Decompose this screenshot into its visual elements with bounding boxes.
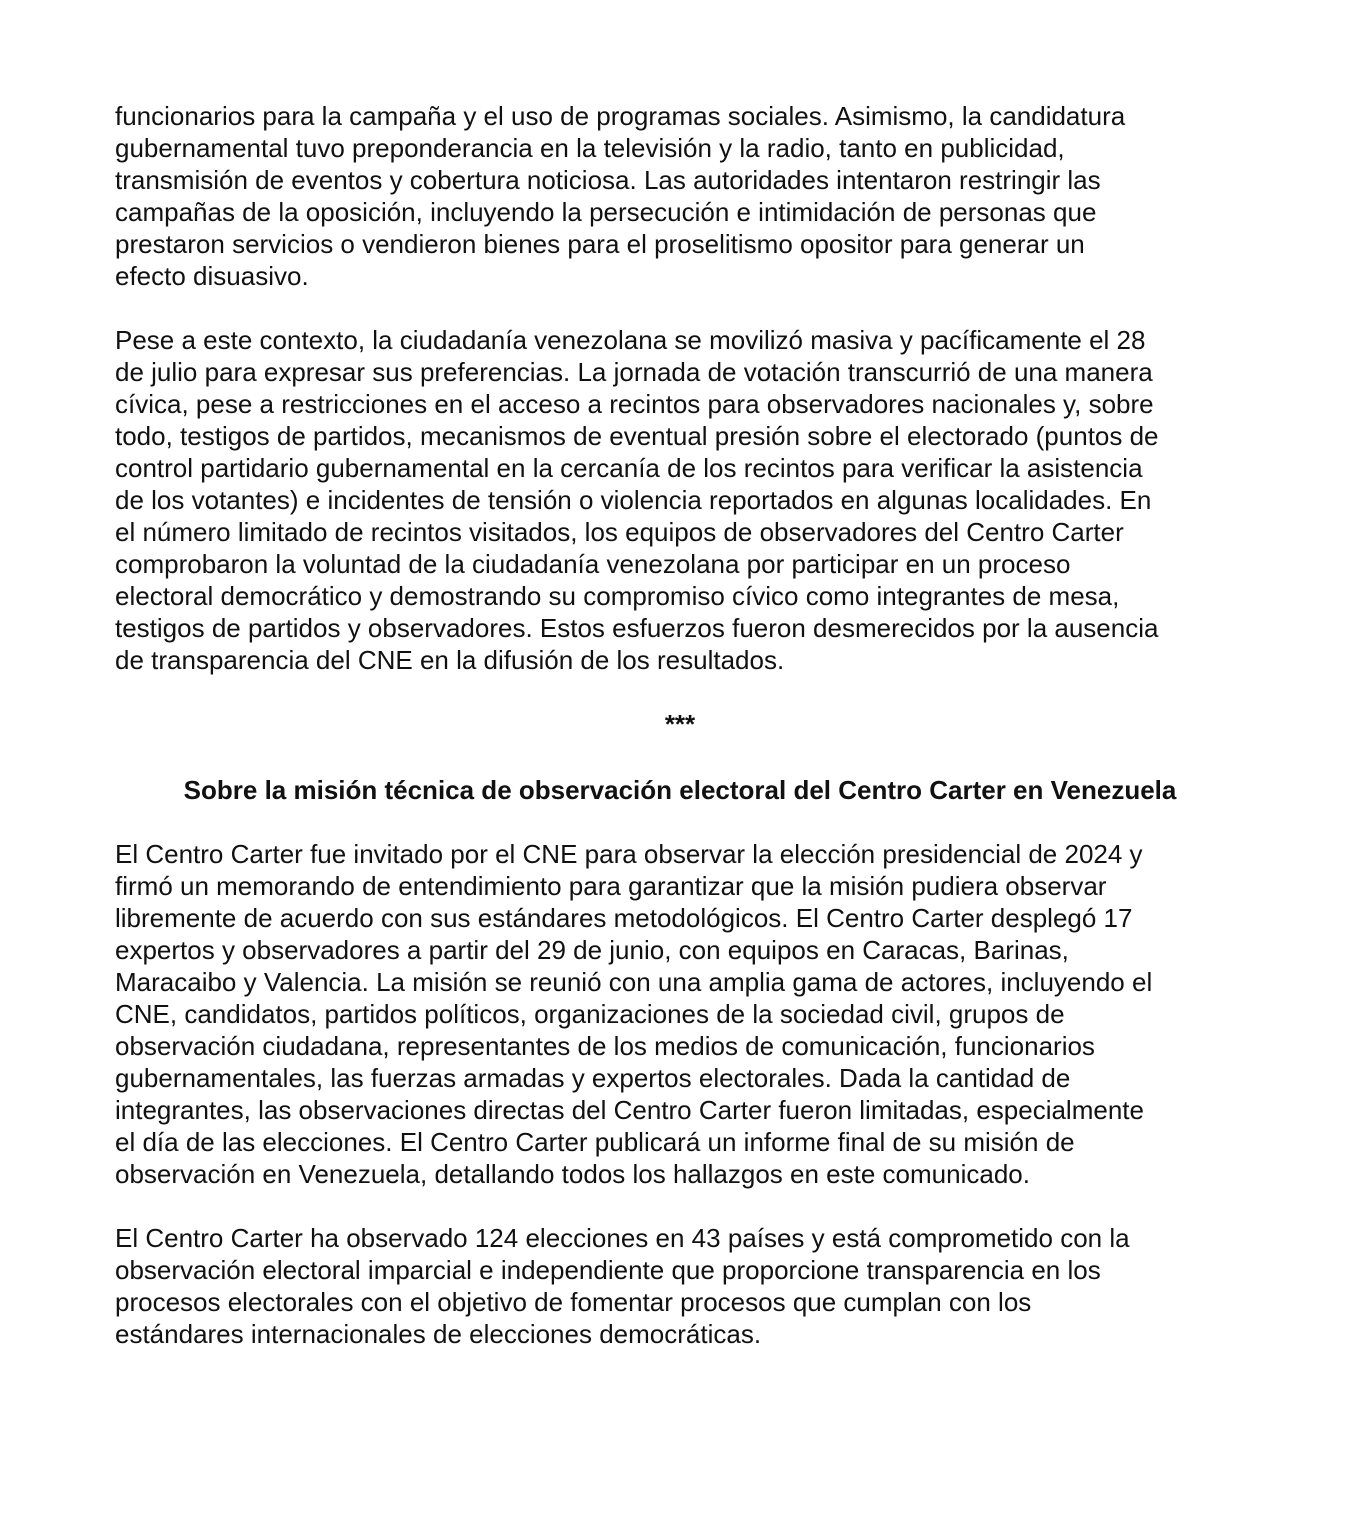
text-line: gubernamental tuvo preponderancia en la televisión y la radio, tanto en publicidad, — [115, 133, 1065, 163]
text-line: cívica, pese a restricciones en el acceso a recintos para observadores nacionales y, sobre — [115, 389, 1154, 419]
text-line: CNE, candidatos, partidos políticos, organizaciones de la sociedad civil, grupos de — [115, 999, 1065, 1029]
text-line: electoral democrático y demostrando su compromiso cívico como integrantes de mesa, — [115, 581, 1120, 611]
text-line: observación electoral imparcial e independiente que proporcione transparencia en los — [115, 1255, 1101, 1285]
text-line: observación ciudadana, representantes de los medios de comunicación, funcionarios — [115, 1031, 1095, 1061]
text-line: de julio para expresar sus preferencias. La jornada de votación transcurrió de una manera — [115, 357, 1153, 387]
text-line: el día de las elecciones. El Centro Carter publicará un informe final de su misión de — [115, 1127, 1075, 1157]
text-line: integrantes, las observaciones directas del Centro Carter fueron limitadas, especialmente — [115, 1095, 1144, 1125]
text-line: libremente de acuerdo con sus estándares metodológicos. El Centro Carter desplegó 17 — [115, 903, 1133, 933]
paragraph-campaign-context — [115, 100, 1245, 292]
text-line: observación en Venezuela, detallando todos los hallazgos en este comunicado. — [115, 1159, 1030, 1189]
text-line: Pese a este contexto, la ciudadanía venezolana se movilizó masiva y pacíficamente el 28 — [115, 325, 1146, 355]
text-line: estándares internacionales de elecciones democráticas. — [115, 1319, 762, 1349]
paragraph-election-day — [115, 324, 1245, 676]
text-line: Maracaibo y Valencia. La misión se reunió con una amplia gama de actores, incluyendo el — [115, 967, 1153, 997]
text-line: campañas de la oposición, incluyendo la persecución e intimidación de personas que — [115, 197, 1097, 227]
section-heading: Sobre la misión técnica de observación electoral del Centro Carter en Venezuela — [183, 775, 1177, 805]
text-line: todo, testigos de partidos, mecanismos de eventual presión sobre el electorado (puntos de — [115, 421, 1159, 451]
text-line: efecto disuasivo. — [115, 261, 309, 291]
text-line: testigos de partidos y observadores. Estos esfuerzos fueron desmerecidos por la ausencia — [115, 613, 1159, 643]
text-line: control partidario gubernamental en la cercanía de los recintos para verificar la asistencia — [115, 453, 1143, 483]
section-separator: *** — [664, 709, 696, 739]
text-line: el número limitado de recintos visitados, los equipos de observadores del Centro Carter — [115, 517, 1124, 547]
document-page — [115, 100, 1245, 1382]
text-line: expertos y observadores a partir del 29 de junio, con equipos en Caracas, Barinas, — [115, 935, 1069, 965]
text-line: gubernamentales, las fuerzas armadas y expertos electorales. Dada la cantidad de — [115, 1063, 1071, 1093]
text-line: El Centro Carter fue invitado por el CNE para observar la elección presidencial de 2024 y — [115, 839, 1143, 869]
text-line: funcionarios para la campaña y el uso de programas sociales. Asimismo, la candidatura — [115, 101, 1126, 131]
text-line: transmisión de eventos y cobertura noticiosa. Las autoridades intentaron restringir las — [115, 165, 1101, 195]
text-line: de transparencia del CNE en la difusión de los resultados. — [115, 645, 785, 675]
text-line: procesos electorales con el objetivo de fomentar procesos que cumplan con los — [115, 1287, 1032, 1317]
paragraph-mission-description — [115, 838, 1245, 1190]
paragraph-carter-center-record — [115, 1222, 1245, 1350]
text-line: prestaron servicios o vendieron bienes para el proselitismo opositor para generar un — [115, 229, 1085, 259]
text-line: de los votantes) e incidentes de tensión o violencia reportados en algunas localidades. En — [115, 485, 1152, 515]
text-line: comprobaron la voluntad de la ciudadanía venezolana por participar en un proceso — [115, 549, 1071, 579]
text-line: firmó un memorando de entendimiento para garantizar que la misión pudiera observar — [115, 871, 1107, 901]
text-line: El Centro Carter ha observado 124 elecciones en 43 países y está comprometido con la — [115, 1223, 1130, 1253]
